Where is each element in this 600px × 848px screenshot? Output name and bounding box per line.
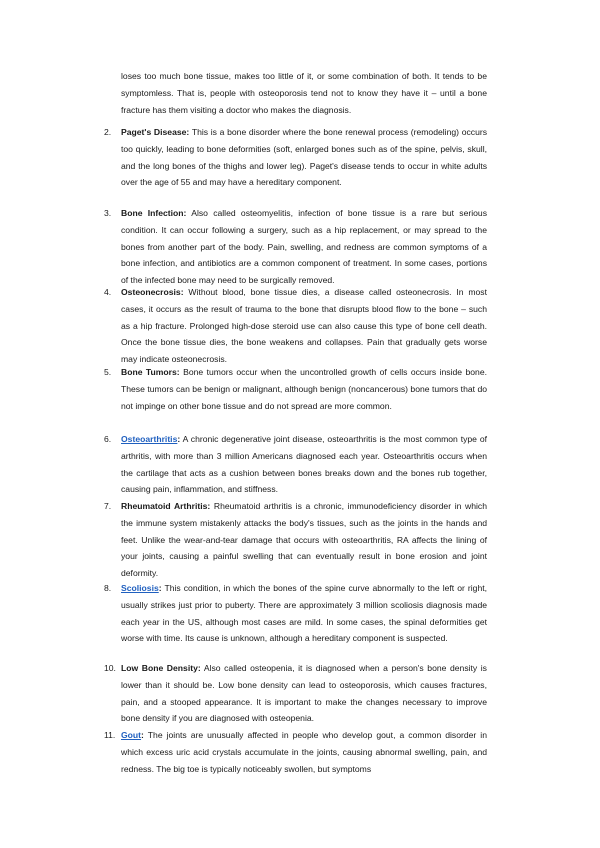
item-text: Also called osteopenia, it is diagnosed when a person's bone density is lower than it should be. Low bone density can lead to osteoporosis, which causes fractures, pain, and a stooped appearance. It is important to make the changes necessary to improve bone density if you are diagnosed with osteopenia. [121,663,487,724]
item-number: 2. [104,127,112,137]
item-number: 5. [104,367,112,377]
item-text: Without blood, bone tissue dies, a disease called osteonecrosis. In most cases, it occurs as the result of trauma to the bone that disrupts blood flow to the bone – such as a hip fracture. Prolonged high-dose steroid use can also cause this type of bone cell death. Once the bone tissue dies, the bone weakens and collapses. Pain that gradually gets worse may indicate osteonecrosis. [121,287,487,365]
list-item-rheumatoid-arthritis [104,498,487,582]
osteoarthritis-link[interactable]: Osteoarthritis [121,434,178,444]
item-text: Bone tumors occur when the uncontrolled growth of cells occurs inside bone. These tumors can be benign or malignant, although benign (noncancerous) bone tumors that do not impinge on other bone tissue and do not spread are more common. [121,367,487,411]
item-text: This condition, in which the bones of the spine curve abnormally to the left or right, usually strikes just prior to puberty. There are approximately 3 million scoliosis diagnosis made each year in the US, although most cases are mild. In some cases, the spinal deformities get worse with time. Its cause is unknown, although a hereditary component is suspected. [121,583,487,644]
list-item-scoliosis [104,580,487,647]
item-number: 10. [104,663,116,673]
list-item-pagets-disease [104,124,487,191]
item-term: Osteonecrosis: [121,287,184,297]
item-number: 4. [104,287,112,297]
item-term: Low Bone Density: [121,663,201,673]
item-number: 6. [104,434,112,444]
item-text: A chronic degenerative joint disease, osteoarthritis is the most common type of arthritis, with more than 3 million Americans diagnosed each year. Osteoarthritis occurs when the cartilage that acts as a cushion between bones breaks down and the bones rub together, causing pain, inflammation, and stiffness. [121,434,487,495]
item-term-colon: : [177,434,181,444]
item-term: Bone Tumors: [121,367,180,377]
item-term: Paget's Disease: [121,127,190,137]
item-number: 3. [104,208,112,218]
item-number: 7. [104,501,112,511]
item-number: 8. [104,583,112,593]
list-item-bone-infection [104,205,487,289]
gout-link[interactable]: Gout [121,730,142,740]
item-term: Rheumatoid Arthritis: [121,501,211,511]
item-term: Bone Infection: [121,208,187,218]
item-text: This is a bone disorder where the bone renewal process (remodeling) occurs too quickly, leading to bone deformities (soft, enlarged bones such as of the spine, pelvis, skull, and the long bones of the thighs and lower leg). Paget's disease tends to occur in white adults over the age of 55 and may have a hereditary component. [121,127,488,188]
scoliosis-link[interactable]: Scoliosis [121,583,159,593]
item-number: 11. [104,730,116,740]
list-item-bone-tumors [104,364,487,414]
list-item-osteoarthritis [104,431,487,498]
list-item-gout [104,727,487,777]
list-item-osteonecrosis [104,284,487,368]
item-text: Rheumatoid arthritis is a chronic, immunodeficiency disorder in which the immune system mistakenly attacks the body's tissues, such as the joints in the hands and feet. Unlike the wear-and-tear damage that occurs with osteoarthritis, RA affects the lining of your joints, causing a painful swelling that can eventually result in bone erosion and joint deformity. [121,501,487,579]
item-text: Also called osteomyelitis, infection of bone tissue is a rare but serious condition. It can occur following a surgery, such as a hip replacement, or may spread to the bones from another part of the body. Pain, swelling, and redness are common symptoms of a bone infection, and antibiotics are a common component of treatment. In some cases, portions of the infected bone may need to be surgically removed. [121,208,487,286]
intro-paragraph: loses too much bone tissue, makes too little of it, or some combination of both. It tends to be symptomless. That is, people with osteoporosis tend not to know they have it – until a bone fracture has them visiting a doctor who makes the diagnosis. [121,71,487,115]
item-term-colon: : [141,730,144,740]
item-text: The joints are unusually affected in people who develop gout, a common disorder in which excess uric acid crystals accumulate in the joints, causing abnormal swelling, pain, and redness. The big toe is typically noticeably swollen, but symptoms [121,730,488,774]
item-term-colon: : [158,583,162,593]
list-item-low-bone-density [104,660,487,727]
